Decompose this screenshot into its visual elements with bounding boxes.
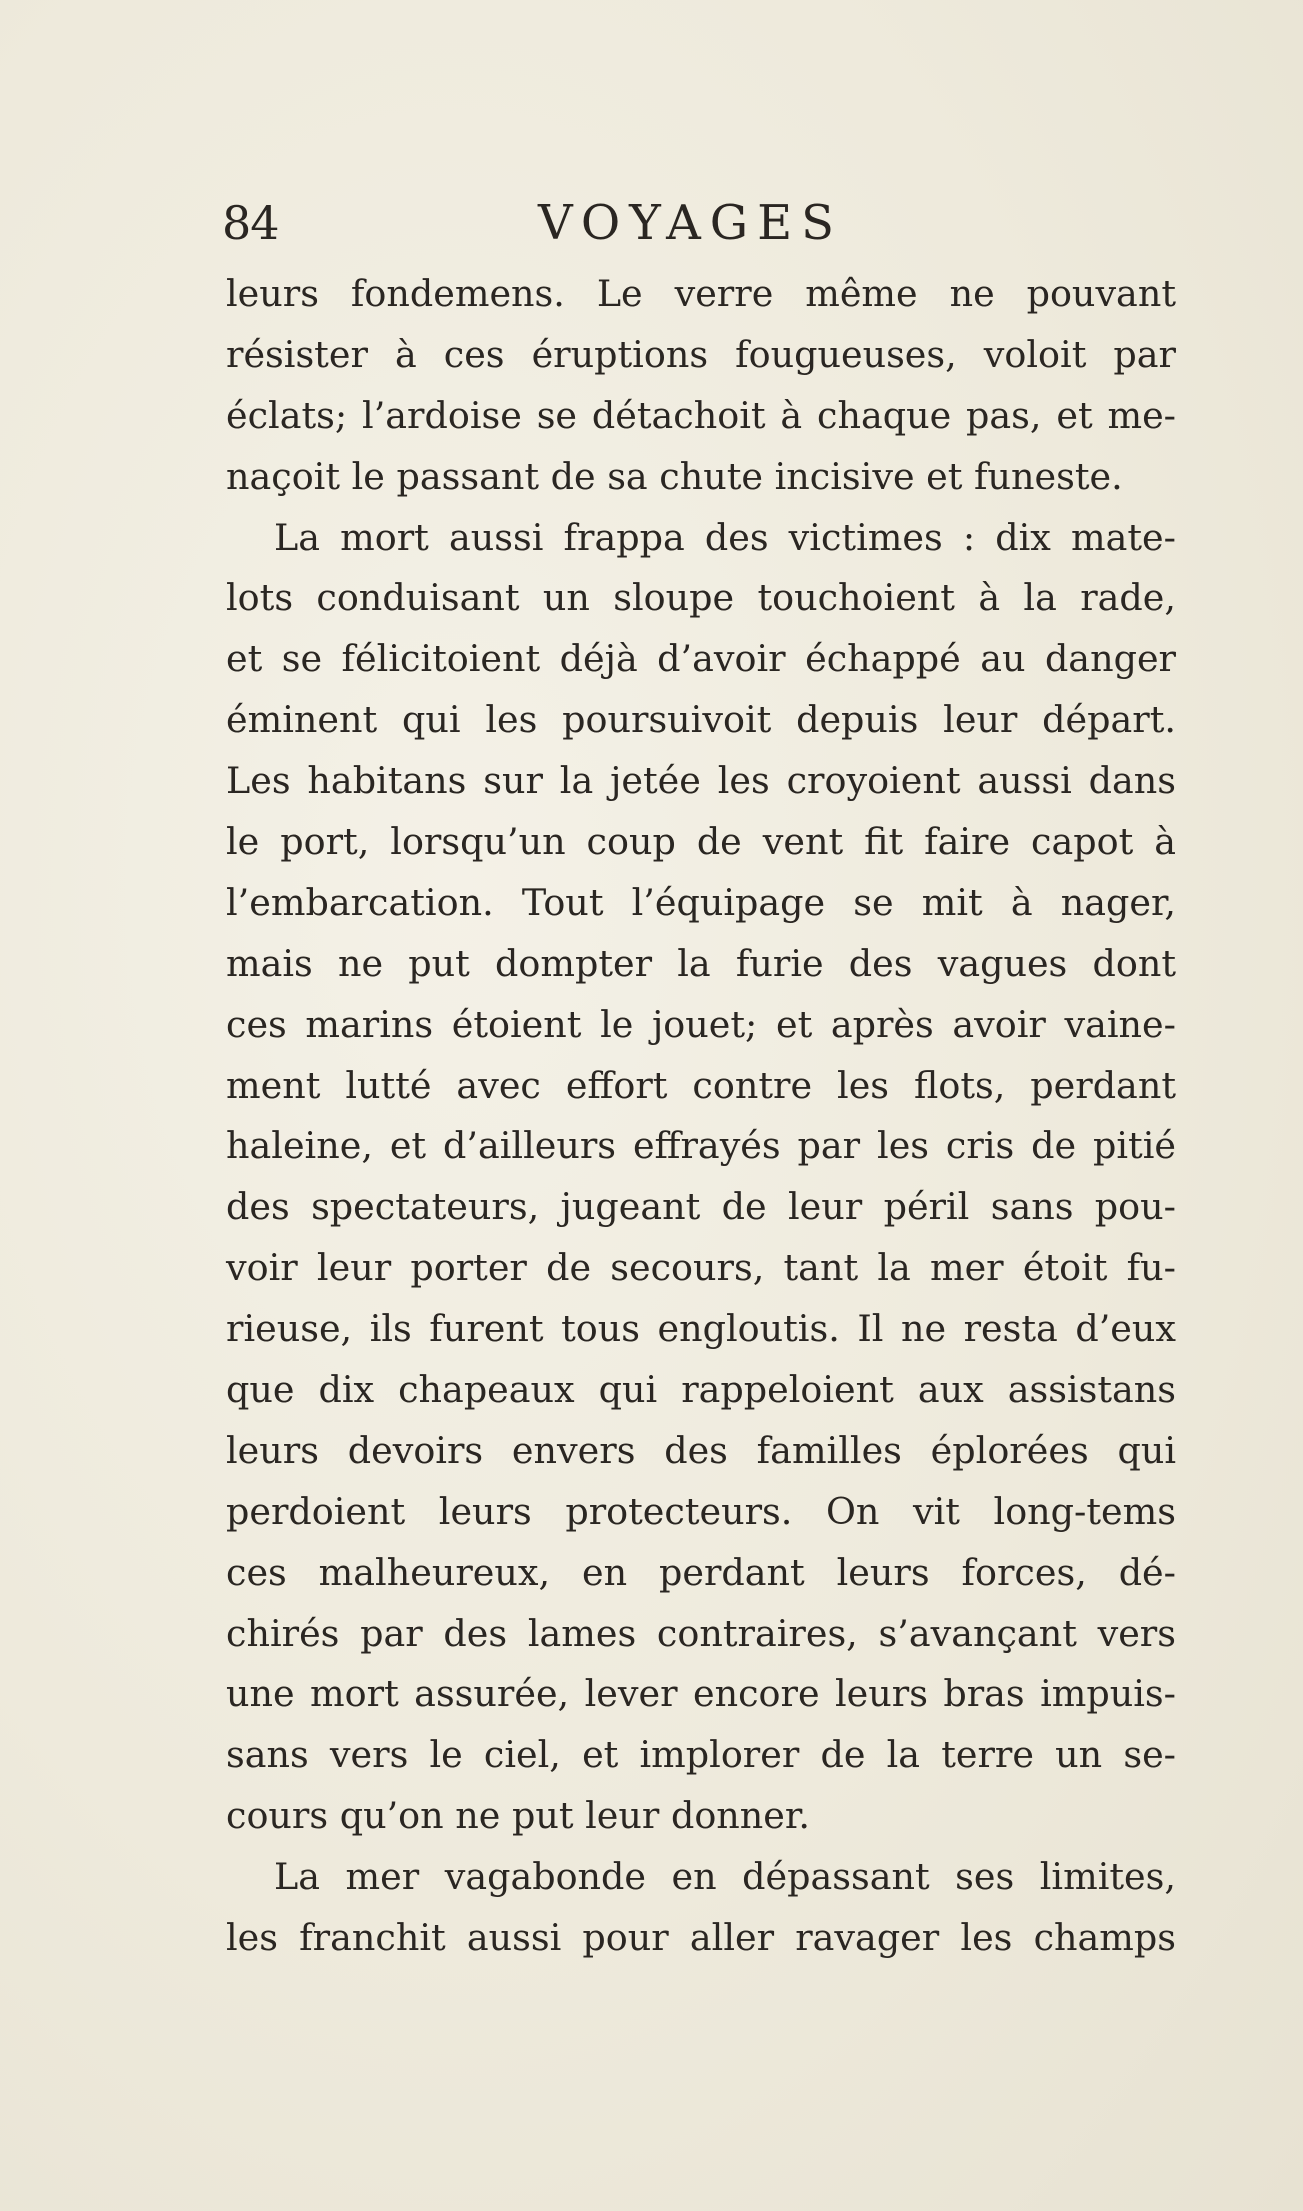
text-line: éclats; l’ardoise se détachoit à chaque pas, et me- bbox=[226, 393, 1176, 437]
text-line: et se félicitoient déjà d’avoir échappé au danger bbox=[226, 637, 1176, 681]
text-line: Les habitans sur la jetée les croyoient aussi dans bbox=[226, 759, 1176, 803]
text-line: leurs fondemens. Le verre même ne pouvant bbox=[226, 272, 1176, 315]
text-line: que dix chapeaux qui rappeloient aux assistans bbox=[226, 1368, 1176, 1412]
body-text bbox=[226, 264, 1176, 1969]
text-line: l’embarcation. Tout l’équipage se mit à nager, bbox=[226, 880, 1176, 924]
text-line: ces malheureux, en perdant leurs forces, dé- bbox=[226, 1550, 1176, 1594]
text-line: des spectateurs, jugeant de leur péril sans pou- bbox=[226, 1185, 1176, 1229]
text-line: haleine, et d’ailleurs effrayés par les cris de pitié bbox=[226, 1124, 1176, 1168]
text-line: lots conduisant un sloupe touchoient à la rade, bbox=[226, 576, 1176, 620]
text-line: leurs devoirs envers des familles éplorées qui bbox=[226, 1428, 1176, 1472]
text-line: voir leur porter de secours, tant la mer étoit fu- bbox=[226, 1246, 1176, 1290]
running-head: VOYAGES bbox=[538, 195, 844, 251]
text-line: résister à ces éruptions fougueuses, voloit par bbox=[226, 332, 1176, 376]
text-line: chirés par des lames contraires, s’avançant vers bbox=[226, 1611, 1176, 1655]
text-line: ment lutté avec effort contre les flots, perdant bbox=[226, 1063, 1176, 1107]
paragraph-start-line: La mort aussi frappa des victimes : dix mate- bbox=[274, 515, 1176, 559]
text-line: les franchit aussi pour aller ravager les champs bbox=[226, 1916, 1176, 1960]
text-line: naçoit le passant de sa chute incisive et funeste. bbox=[226, 454, 1123, 498]
text-line: ces marins étoient le jouet; et après avoir vaine- bbox=[226, 1002, 1176, 1046]
page-header bbox=[222, 188, 1172, 258]
text-line: le port, lorsqu’un coup de vent fit faire capot à bbox=[226, 820, 1176, 864]
paragraph-start-line: La mer vagabonde en dépassant ses limites, bbox=[274, 1855, 1176, 1899]
text-line: sans vers le ciel, et implorer de la terre un se- bbox=[226, 1733, 1176, 1777]
text-line: mais ne put dompter la furie des vagues dont bbox=[226, 941, 1176, 985]
text-line: une mort assurée, lever encore leurs bras impuis- bbox=[226, 1672, 1176, 1716]
text-line: perdoient leurs protecteurs. On vit long-tems bbox=[226, 1489, 1176, 1533]
page-number: 84 bbox=[222, 196, 279, 250]
text-line: rieuse, ils furent tous engloutis. Il ne resta d’eux bbox=[226, 1307, 1176, 1351]
text-line: éminent qui les poursuivoit depuis leur départ. bbox=[226, 698, 1176, 742]
text-line: cours qu’on ne put leur donner. bbox=[226, 1794, 810, 1838]
